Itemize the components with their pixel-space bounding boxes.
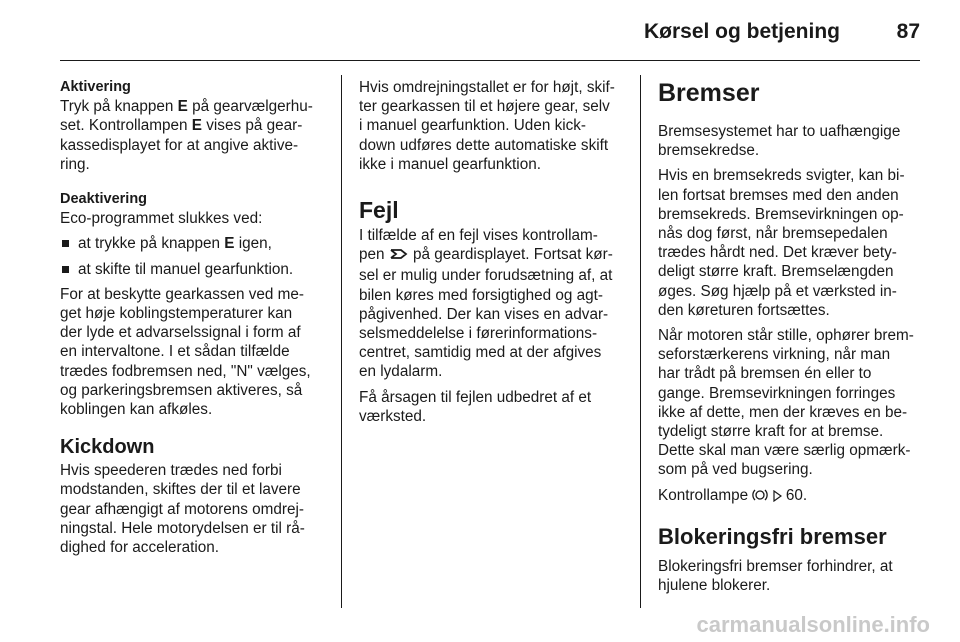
brake-warning-icon <box>752 488 768 507</box>
text: bremsekredse. <box>658 142 760 160</box>
text: pågivenhed. Der kan vises en advar- <box>359 305 609 323</box>
text: ningstal. Hele motorydelsen er til rå- <box>60 519 305 537</box>
text: igen, <box>234 235 272 253</box>
text: på geardisplayet. Fortsat kør- <box>408 246 613 264</box>
paragraph <box>359 78 631 174</box>
text: sel er mulig under forudsætning af, at <box>359 267 613 285</box>
text: trædes hårdt ned. Det kræver bety- <box>658 244 897 262</box>
header-title: Kørsel og betjening <box>643 20 840 43</box>
gear-fault-icon <box>389 247 409 266</box>
text: Blokeringsfri bremser forhindrer, at <box>658 557 893 575</box>
page-reference-arrow-icon <box>773 488 782 507</box>
list-item <box>60 234 332 253</box>
paragraph <box>60 285 332 419</box>
column-3 <box>658 78 930 601</box>
text: Når motoren står stille, ophører brem- <box>658 327 914 345</box>
subheading-deaktivering: Deaktivering <box>60 191 148 208</box>
text: Bremsesystemet har to uafhængige <box>658 123 901 140</box>
paragraph <box>60 461 332 557</box>
text: get høje koblingstemperaturer kan <box>60 305 293 323</box>
text: vises på gear- <box>202 117 303 135</box>
header-rule <box>60 60 920 61</box>
text: trædes fodbremsen ned, "N" vælges, <box>60 362 311 380</box>
column-1 <box>60 78 332 563</box>
bullet-list <box>60 234 332 278</box>
text: deligt større kraft. Bremselængden <box>658 263 894 281</box>
heading-fejl: Fejl <box>359 197 399 224</box>
text: på gearvælgerhu- <box>187 98 313 116</box>
subheading-aktivering: Aktivering <box>60 79 131 95</box>
text: I tilfælde af en fejl vises kontrollam- <box>359 227 598 245</box>
text: har trådt på bremsen én eller to <box>658 365 872 383</box>
text: Hvis speederen trædes ned forbi <box>60 462 282 480</box>
text: ter gearkassen til et højere gear, selv <box>359 98 610 116</box>
text: og parkeringsbremsen aktiveres, så <box>60 381 303 399</box>
text: gange. Bremsevirkningen forringes <box>658 384 896 402</box>
text: kassedisplayet for at angive aktive- <box>60 136 299 154</box>
heading-bremser: Bremser <box>658 79 760 107</box>
text: modstanden, skiftes der til et lavere <box>60 481 301 499</box>
heading-blokeringsfri-bremser: Blokeringsfri bremser <box>658 523 887 549</box>
list-item <box>60 260 332 279</box>
text: ring. <box>60 155 90 173</box>
paragraph <box>60 97 332 174</box>
text: len fortsat bremses med den anden <box>658 186 899 204</box>
text: dighed for acceleration. <box>60 539 220 557</box>
text: set. Kontrollampen <box>60 117 192 135</box>
text: bilen køres med forsigtighed og agt- <box>359 286 604 304</box>
text: Tryk på knappen <box>60 98 178 116</box>
text: koblingen kan afkøles. <box>60 401 213 419</box>
page-number: 87 <box>896 20 920 43</box>
heading-kickdown: Kickdown <box>60 436 155 459</box>
paragraph: Eco-programmet slukkes ved: <box>60 210 263 228</box>
text: ikke af dette, men der kræves en be- <box>658 403 908 421</box>
text: seforstærkerens virkning, når man <box>658 346 891 364</box>
text: som på ved bugsering. <box>658 461 813 479</box>
paragraph <box>658 326 930 480</box>
text: nås dog først, når bremsepedalen <box>658 225 888 243</box>
text: en lydalarm. <box>359 363 443 381</box>
text: hjulene blokerer. <box>658 577 771 595</box>
text: E <box>177 98 188 116</box>
text: der lyde et advarselssignal i form af <box>60 324 301 342</box>
paragraph <box>359 388 631 426</box>
text: den køreturen fortsættes. <box>658 301 830 319</box>
text: at trykke på knappen <box>78 235 225 253</box>
text: i manuel gearfunktion. Uden kick- <box>359 117 587 135</box>
paragraph <box>658 486 930 507</box>
text: øges. Søg hjælp på et værksted in- <box>658 282 897 300</box>
text: Få årsagen til fejlen udbedret af et <box>359 388 592 406</box>
watermark: carmanualsonline.info <box>696 612 930 637</box>
text: Kontrollampe <box>658 486 753 504</box>
text: E <box>224 235 235 253</box>
text: E <box>191 117 202 135</box>
text: Hvis en bremsekreds svigter, kan bi- <box>658 167 905 185</box>
column-divider <box>341 75 342 608</box>
page-header <box>0 0 960 62</box>
text: gear afhængigt af motorens omdrej- <box>60 500 305 518</box>
text: For at beskytte gearkassen ved me- <box>60 285 305 303</box>
text: værksted. <box>359 407 427 425</box>
page-reference: 60. <box>785 486 808 504</box>
text: bremsekreds. Bremsevirkningen op- <box>658 205 904 223</box>
text: en intervaltone. I et sådan tilfælde <box>60 343 290 361</box>
column-2 <box>359 78 631 432</box>
text: down udføres dette automatiske skift <box>359 136 609 154</box>
text: centret, samtidig med at der afgives <box>359 344 602 362</box>
text: pen <box>359 246 389 264</box>
text: ikke i manuel gearfunktion. <box>359 155 541 173</box>
paragraph <box>658 122 930 160</box>
text: Hvis omdrejningstallet er for højt, skif- <box>359 79 615 96</box>
paragraph <box>658 166 930 320</box>
text: tydeligt større kraft for at bremse. <box>658 423 884 441</box>
paragraph <box>359 226 631 382</box>
column-divider <box>640 75 641 608</box>
paragraph <box>658 557 930 595</box>
text: selsmeddelelse i førerinformations- <box>359 325 598 343</box>
text: at skifte til manuel gearfunktion. <box>78 260 294 278</box>
text: Dette skal man være særlig opmærk- <box>658 442 911 460</box>
